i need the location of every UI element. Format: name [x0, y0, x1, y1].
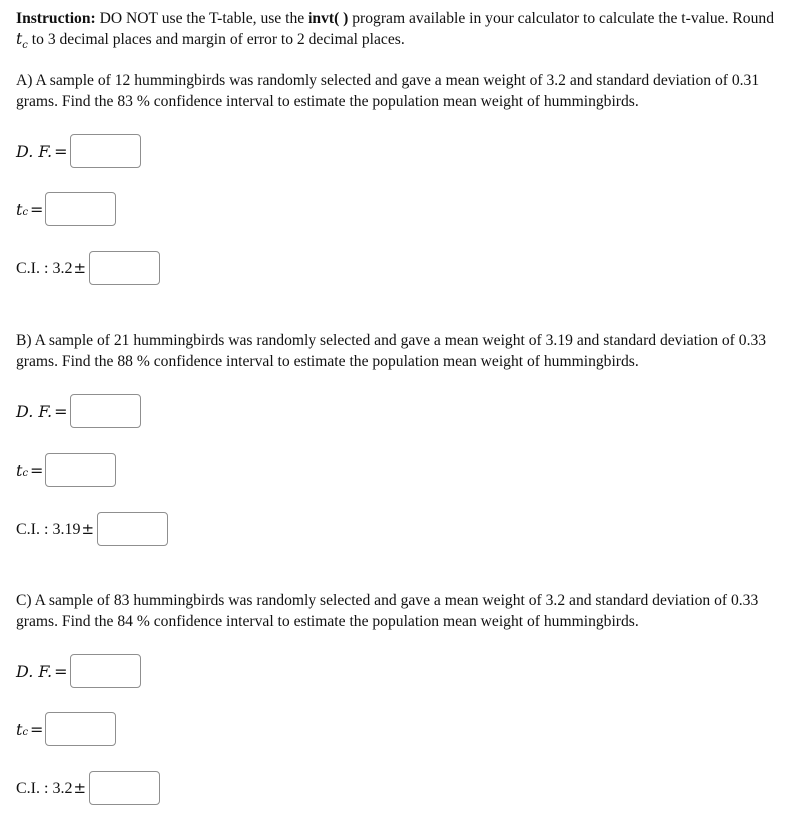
instruction-tc-sub: c: [22, 40, 28, 52]
problem-b-df-input[interactable]: [70, 394, 141, 428]
problem-b-mean: 3.19: [52, 520, 81, 538]
problem-b-df-row: [16, 394, 141, 428]
problem-b-tc-input[interactable]: [45, 453, 116, 487]
tc-label: t c =: [16, 460, 44, 480]
problem-b-tc-row: [16, 453, 116, 487]
problem-b-text: B) A sample of 21 hummingbirds was randomly selected and gave a mean weight of 3.19 and standard deviation of 0.33 grams. Find the 88 % confidence interval to estimate the population mean weight of hummingbirds.: [16, 332, 767, 370]
problem-a-ci-input[interactable]: [89, 251, 160, 285]
instruction-text: [16, 8, 776, 56]
instruction-program: invt( ): [308, 10, 349, 27]
problem-c-text: C) A sample of 83 hummingbirds was randomly selected and gave a mean weight of 3.2 and standard deviation of 0.33 grams. Find the 84 % confidence interval to estimate the population mean weight of hummingbirds.: [16, 592, 759, 630]
problem-a-mean: 3.2: [52, 259, 73, 277]
instruction-lead: Instruction:: [16, 10, 96, 27]
problem-c-tc-row: [16, 712, 116, 746]
problem-c-ci-row: [16, 771, 160, 805]
instruction-part3: to 3 decimal places and margin of error to 2 decimal places.: [27, 31, 405, 48]
tc-label: t c =: [16, 199, 44, 219]
instruction-part1: DO NOT use the T-table, use the: [95, 10, 309, 27]
df-label: D. F. =: [16, 661, 68, 681]
problem-a-tc-row: [16, 192, 116, 226]
problem-b-ci-input[interactable]: [97, 512, 168, 546]
ci-label: C.I. : 3.2 ±: [16, 258, 87, 277]
problem-c-df-input[interactable]: [70, 654, 141, 688]
problem-a-text: A) A sample of 12 hummingbirds was randomly selected and gave a mean weight of 3.2 and standard deviation of 0.31 grams. Find the 83 % confidence interval to estimate the population mean weight of hummingbirds.: [16, 72, 760, 110]
problem-c-tc-input[interactable]: [45, 712, 116, 746]
df-label: D. F. =: [16, 141, 68, 161]
ci-label: C.I. : 3.19 ±: [16, 519, 95, 538]
problem-a-tc-input[interactable]: [45, 192, 116, 226]
problem-a-ci-row: [16, 251, 160, 285]
problem-c-mean: 3.2: [52, 779, 73, 797]
problem-a-df-row: [16, 134, 141, 168]
problem-a-df-input[interactable]: [70, 134, 141, 168]
problem-c-ci-input[interactable]: [89, 771, 160, 805]
instruction-part2: program available in your calculator to calculate the t-value. Round: [348, 10, 774, 27]
instruction-tc-symbol: t: [16, 30, 23, 48]
tc-label: t c =: [16, 719, 44, 739]
problem-b-ci-row: [16, 512, 168, 546]
ci-label: C.I. : 3.2 ±: [16, 778, 87, 797]
df-label: D. F. =: [16, 401, 68, 421]
problem-c-df-row: [16, 654, 141, 688]
